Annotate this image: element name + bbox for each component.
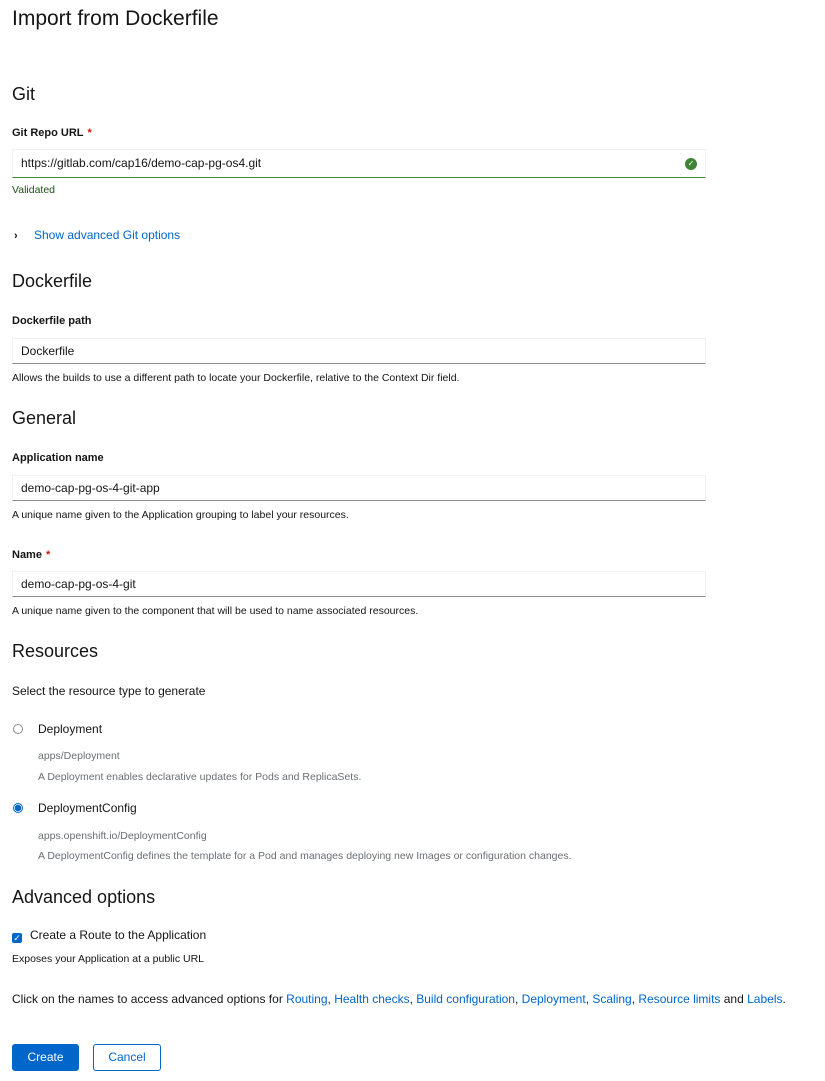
git-validation-message: Validated (12, 184, 56, 196)
resource-limits-link[interactable]: Resource limits (638, 992, 721, 1006)
deployment-radio-label[interactable]: Deployment (38, 722, 103, 736)
name-label (12, 548, 50, 562)
git-repo-url-value: https://gitlab.com/cap16/demo-cap-pg-os4.git (21, 156, 262, 170)
advanced-git-options-toggle[interactable] (14, 227, 180, 244)
name-label-text: Name (12, 549, 42, 561)
resources-section-title: Resources (12, 641, 99, 661)
dockerfile-section-title: Dockerfile (12, 271, 93, 291)
required-indicator: * (87, 127, 92, 139)
advanced-links-prefix: Click on the names to access advanced options for (12, 992, 287, 1006)
application-name-value: demo-cap-pg-os-4-git-app (21, 481, 160, 495)
dockerfile-path-label: Dockerfile path (12, 315, 92, 327)
link-separator: , (409, 992, 417, 1006)
advanced-options-section-title: Advanced options (12, 887, 156, 907)
git-repo-url-input[interactable] (12, 149, 706, 178)
name-value: demo-cap-pg-os-4-git (21, 577, 136, 591)
build-configuration-link[interactable]: Build configuration (416, 992, 515, 1006)
name-input[interactable] (12, 571, 706, 597)
git-repo-url-label (12, 126, 92, 140)
application-name-label: Application name (12, 452, 104, 464)
dockerfile-path-input[interactable] (12, 338, 706, 364)
advanced-git-options-link[interactable]: Show advanced Git options (34, 228, 181, 242)
link-separator: , (327, 992, 335, 1006)
link-separator: , (585, 992, 593, 1006)
deployment-link[interactable]: Deployment (521, 992, 586, 1006)
chevron-right-icon: › (14, 230, 18, 242)
link-separator: , (514, 992, 522, 1006)
required-indicator: * (45, 549, 51, 561)
git-repo-url-label-text: Git Repo URL (12, 127, 84, 139)
create-route-checkbox[interactable]: ✓ (13, 933, 21, 943)
git-section-title: Git (12, 84, 36, 104)
deploymentconfig-description: A DeploymentConfig defines the template for a Pod and manages deploying new Images or configuration changes. (38, 850, 572, 862)
create-route-label[interactable]: Create a Route to the Application (30, 928, 207, 942)
dockerfile-path-value: Dockerfile (21, 344, 75, 358)
resources-prompt: Select the resource type to generate (12, 684, 206, 698)
link-separator: , (631, 992, 639, 1006)
scaling-link[interactable]: Scaling (592, 992, 632, 1006)
create-route-help: Exposes your Application at a public URL (12, 953, 205, 965)
deploymentconfig-api-text: apps.openshift.io/DeploymentConfig (38, 830, 207, 842)
labels-link[interactable]: Labels (747, 992, 783, 1006)
dockerfile-path-help: Allows the builds to use a different path to locate your Dockerfile, relative to the Context Dir field. (12, 372, 460, 384)
application-name-input[interactable] (12, 475, 706, 501)
application-name-help: A unique name given to the Application grouping to label your resources. (12, 509, 349, 521)
deploymentconfig-radio[interactable] (13, 803, 23, 813)
name-help: A unique name given to the component that will be used to name associated resources. (12, 605, 419, 617)
deployment-description: A Deployment enables declarative updates for Pods and ReplicaSets. (38, 771, 362, 783)
general-section-title: General (12, 408, 77, 428)
cancel-button[interactable]: Cancel (93, 1044, 161, 1071)
page-title: Import from Dockerfile (12, 7, 219, 30)
advanced-links-row (12, 991, 786, 1007)
deployment-api-text: apps/Deployment (38, 750, 120, 762)
deployment-radio[interactable] (13, 724, 23, 734)
check-circle-icon: ✓ (685, 158, 697, 170)
routing-link[interactable]: Routing (286, 992, 328, 1006)
and-text: and (720, 992, 748, 1006)
create-button[interactable]: Create (12, 1044, 79, 1071)
health-checks-link[interactable]: Health checks (334, 992, 410, 1006)
deploymentconfig-radio-label[interactable]: DeploymentConfig (38, 801, 137, 815)
period-text: . (782, 992, 786, 1006)
